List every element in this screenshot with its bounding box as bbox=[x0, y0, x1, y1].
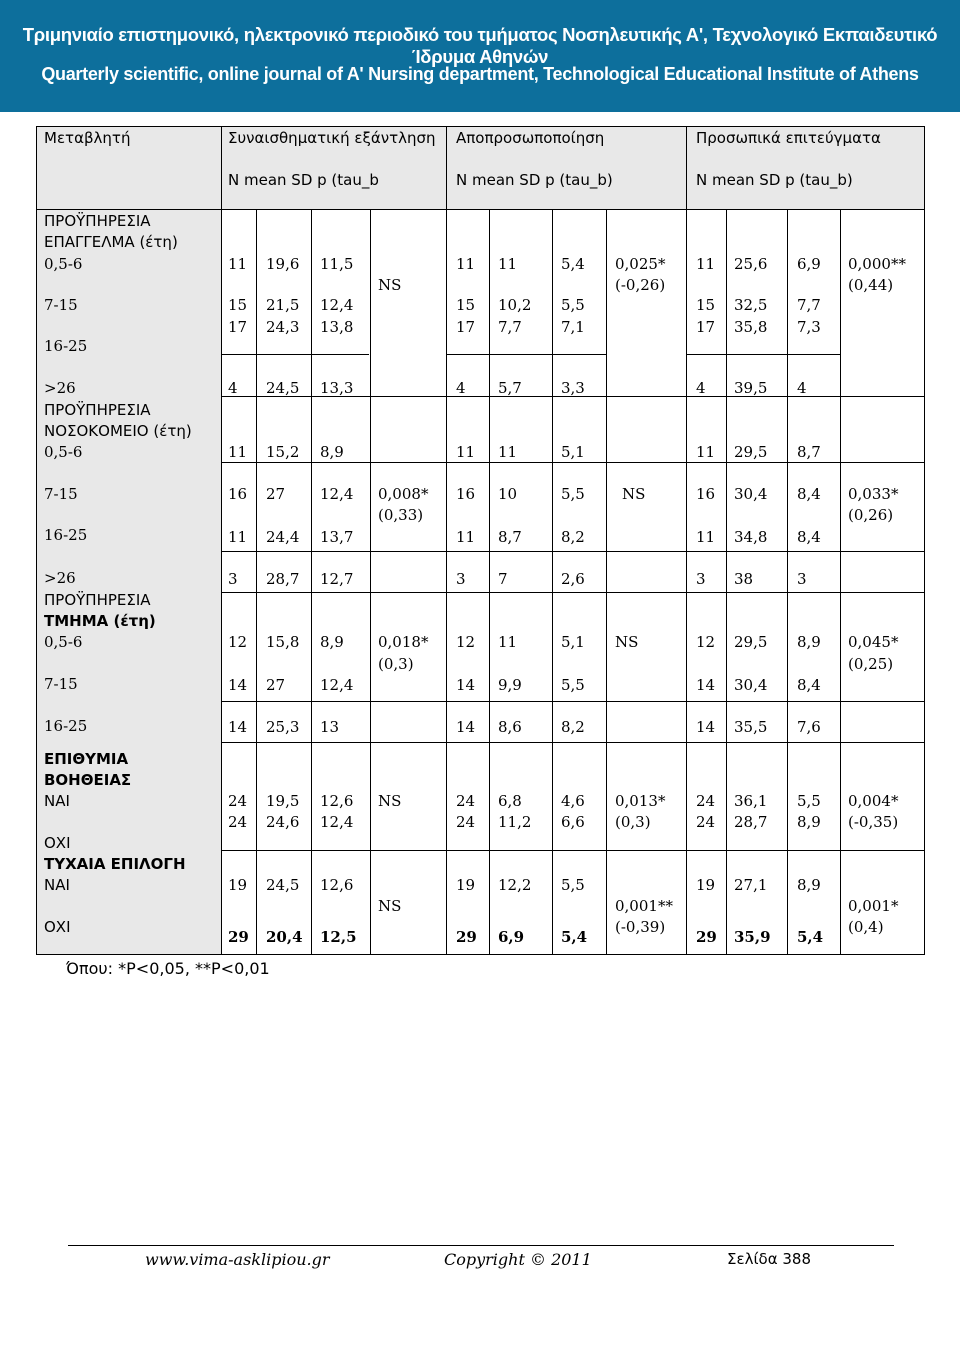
table-cell: ΟΧΙ bbox=[44, 834, 71, 852]
journal-title-greek: Τριμηνιαίο επιστημονικό, ηλεκτρονικό περιοδικό του τμήματος Νοσηλευτικής Α', Τεχνολογικό Εκπαιδευτικό Ίδρυμα Αθηνών bbox=[22, 24, 938, 67]
table-cell: 7,6 bbox=[797, 718, 821, 736]
row-divider bbox=[221, 701, 924, 702]
table-cell: 39,5 bbox=[734, 379, 768, 397]
significance-note: Όπου: *P<0,05, **P<0,01 bbox=[66, 959, 270, 978]
table-cell: (0,26) bbox=[848, 506, 894, 524]
table-cell: 3 bbox=[228, 570, 238, 588]
table-cell: 7,1 bbox=[561, 318, 585, 336]
row-divider bbox=[221, 742, 924, 743]
table-cell: 5,5 bbox=[561, 876, 585, 894]
table-cell: 14 bbox=[696, 676, 716, 694]
table-cell: 36,1 bbox=[734, 792, 768, 810]
table-cell: NS bbox=[378, 897, 402, 915]
table-cell: 28,7 bbox=[266, 570, 300, 588]
table-cell: ΝΑΙ bbox=[44, 792, 70, 810]
table-cell: 4 bbox=[456, 379, 466, 397]
table-cell: 25,3 bbox=[266, 718, 300, 736]
table-cell: 5,5 bbox=[561, 676, 585, 694]
table-cell: NS bbox=[378, 276, 402, 294]
footer-website[interactable]: www.vima-asklipiou.gr bbox=[145, 1250, 330, 1269]
table-cell: 4 bbox=[228, 379, 238, 397]
table-cell: 19,6 bbox=[266, 255, 300, 273]
table-cell: (0,3) bbox=[615, 813, 651, 831]
table-cell: 8,9 bbox=[797, 813, 821, 831]
table-cell: 11 bbox=[456, 255, 476, 273]
table-cell: 5,5 bbox=[561, 296, 585, 314]
table-cell: 24,6 bbox=[266, 813, 300, 831]
table-cell: 10,2 bbox=[498, 296, 532, 314]
table-cell: 8,9 bbox=[797, 633, 821, 651]
table-cell: 8,2 bbox=[561, 528, 585, 546]
grid-line bbox=[256, 209, 257, 955]
row-divider bbox=[221, 354, 369, 355]
table-cell: 11 bbox=[696, 443, 716, 461]
table-cell: 16 bbox=[228, 485, 248, 503]
table-cell: 17 bbox=[228, 318, 248, 336]
table-cell: ΕΠΑΓΓΕΛΜΑ (έτη) bbox=[44, 233, 178, 251]
table-cell: 29 bbox=[228, 928, 249, 946]
column-divider bbox=[686, 126, 687, 955]
table-cell: 27 bbox=[266, 676, 286, 694]
table-cell: 15 bbox=[228, 296, 248, 314]
table-cell: 2,6 bbox=[561, 570, 585, 588]
table-cell: 8,2 bbox=[561, 718, 585, 736]
table-cell: 11 bbox=[696, 255, 716, 273]
table-cell: 24,5 bbox=[266, 876, 300, 894]
table-cell: 5,4 bbox=[797, 928, 824, 946]
table-cell: 28,7 bbox=[734, 813, 768, 831]
column-divider bbox=[221, 126, 222, 955]
table-cell: 0,5-6 bbox=[44, 443, 83, 461]
table-cell: ΤΜΗΜΑ (έτη) bbox=[44, 612, 156, 630]
footer-page-number: Σελίδα 388 bbox=[727, 1250, 812, 1268]
table-cell: 8,9 bbox=[320, 633, 344, 651]
table-cell: 8,9 bbox=[797, 876, 821, 894]
table-cell: 11,2 bbox=[498, 813, 532, 831]
table-cell: 8,7 bbox=[498, 528, 522, 546]
table-cell: 13,8 bbox=[320, 318, 354, 336]
table-cell: ΒΟΗΘΕΙΑΣ bbox=[44, 771, 132, 789]
table-cell: 5,7 bbox=[498, 379, 522, 397]
table-cell: ΤΥΧΑΙΑ ΕΠΙΛΟΓΗ bbox=[44, 855, 186, 873]
table-cell: 0,5-6 bbox=[44, 633, 83, 651]
table-cell: 3 bbox=[797, 570, 807, 588]
table-cell: 19 bbox=[456, 876, 476, 894]
table-cell: 5,5 bbox=[561, 485, 585, 503]
table-cell: 0,001* bbox=[848, 897, 899, 915]
table-cell: >26 bbox=[44, 569, 76, 587]
table-cell: 8,4 bbox=[797, 485, 821, 503]
table-cell: 11 bbox=[228, 443, 248, 461]
table-cell: 13,7 bbox=[320, 528, 354, 546]
table-cell: 15,8 bbox=[266, 633, 300, 651]
table-cell: 7-15 bbox=[44, 675, 78, 693]
table-cell: 24 bbox=[696, 792, 716, 810]
table-cell: 4,6 bbox=[561, 792, 585, 810]
header-depersonalization: Αποπροσωποποίηση bbox=[456, 129, 605, 147]
table-cell: (0,4) bbox=[848, 918, 884, 936]
table-cell: (0,25) bbox=[848, 655, 894, 673]
grid-line bbox=[552, 209, 553, 955]
table-cell: 7 bbox=[498, 570, 508, 588]
table-cell: 11 bbox=[456, 443, 476, 461]
table-cell: 9,9 bbox=[498, 676, 522, 694]
table-cell: 25,6 bbox=[734, 255, 768, 273]
table-cell: 14 bbox=[456, 676, 476, 694]
table-cell: 24,5 bbox=[266, 379, 300, 397]
table-cell: 29 bbox=[456, 928, 477, 946]
table-cell: 35,5 bbox=[734, 718, 768, 736]
table-cell: (0,33) bbox=[378, 506, 424, 524]
table-cell: 20,4 bbox=[266, 928, 303, 946]
header-emotional-exhaustion: Συναισθηματική εξάντληση bbox=[228, 129, 436, 147]
table-cell: 0,033* bbox=[848, 485, 899, 503]
table-cell: 6,9 bbox=[498, 928, 525, 946]
table-cell: 16-25 bbox=[44, 717, 88, 735]
table-cell: 6,6 bbox=[561, 813, 585, 831]
footer-copyright: Copyright © 2011 bbox=[444, 1250, 592, 1269]
table-cell: 11 bbox=[696, 528, 716, 546]
table-cell: 12,4 bbox=[320, 296, 354, 314]
table-cell: 17 bbox=[456, 318, 476, 336]
table-cell: 11 bbox=[228, 528, 248, 546]
table-cell: 5,1 bbox=[561, 443, 585, 461]
table-cell: 14 bbox=[228, 676, 248, 694]
table-cell: 7,7 bbox=[498, 318, 522, 336]
table-cell: (0,44) bbox=[848, 276, 894, 294]
table-cell: 5,1 bbox=[561, 633, 585, 651]
table-cell: ΠΡΟΫΠΗΡΕΣΙΑ bbox=[44, 212, 151, 230]
table-cell: ΕΠΙΘΥΜΙΑ bbox=[44, 750, 129, 768]
footer-rule bbox=[68, 1245, 894, 1246]
table-cell: 27 bbox=[266, 485, 286, 503]
table-cell: 7,7 bbox=[797, 296, 821, 314]
table-cell: 0,5-6 bbox=[44, 255, 83, 273]
table-cell: 0,025* bbox=[615, 255, 666, 273]
table-cell: >26 bbox=[44, 379, 76, 397]
table-cell: 0,000** bbox=[848, 255, 906, 273]
table-cell: 8,4 bbox=[797, 676, 821, 694]
row-divider bbox=[446, 354, 606, 355]
table-cell: 12,7 bbox=[320, 570, 354, 588]
table-cell: 11 bbox=[228, 255, 248, 273]
header-divider bbox=[36, 209, 925, 210]
table-cell: 16-25 bbox=[44, 526, 88, 544]
table-cell: 38 bbox=[734, 570, 754, 588]
table-cell: 0,008* bbox=[378, 485, 429, 503]
table-cell: 15,2 bbox=[266, 443, 300, 461]
table-cell: (-0,39) bbox=[615, 918, 666, 936]
table-cell: 14 bbox=[456, 718, 476, 736]
header-variable: Μεταβλητή bbox=[44, 129, 131, 147]
table-cell: 7-15 bbox=[44, 296, 78, 314]
grid-line bbox=[840, 209, 841, 955]
table-cell: 12,2 bbox=[498, 876, 532, 894]
grid-line bbox=[489, 209, 490, 955]
table-cell: 16 bbox=[456, 485, 476, 503]
table-cell: 11 bbox=[498, 255, 518, 273]
table-cell: 12,4 bbox=[320, 485, 354, 503]
grid-line bbox=[311, 209, 312, 955]
table-cell: 11 bbox=[498, 443, 518, 461]
table-cell: NS bbox=[622, 485, 646, 503]
header-stats-3: N mean SD p (tau_b) bbox=[696, 171, 853, 189]
table-cell: 4 bbox=[797, 379, 807, 397]
grid-line bbox=[370, 209, 371, 955]
table-cell: 29,5 bbox=[734, 633, 768, 651]
table-cell: 24 bbox=[228, 792, 248, 810]
table-cell: 30,4 bbox=[734, 485, 768, 503]
table-cell: 10 bbox=[498, 485, 518, 503]
table-cell: 13,3 bbox=[320, 379, 354, 397]
row-divider bbox=[221, 592, 924, 593]
table-cell: 11 bbox=[456, 528, 476, 546]
table-cell: ΟΧΙ bbox=[44, 918, 71, 936]
table-cell: 0,013* bbox=[615, 792, 666, 810]
table-cell: 15 bbox=[696, 296, 716, 314]
grid-line bbox=[606, 209, 607, 955]
table-cell: 19 bbox=[696, 876, 716, 894]
grid-line bbox=[726, 209, 727, 955]
table-cell: 21,5 bbox=[266, 296, 300, 314]
table-cell: 16-25 bbox=[44, 337, 88, 355]
table-cell: 14 bbox=[696, 718, 716, 736]
grid-line bbox=[787, 209, 788, 955]
table-cell: ΠΡΟΫΠΗΡΕΣΙΑ bbox=[44, 591, 151, 609]
journal-banner bbox=[0, 0, 960, 112]
table-cell: 12,6 bbox=[320, 876, 354, 894]
table-cell: NS bbox=[378, 792, 402, 810]
table-cell: (-0,35) bbox=[848, 813, 899, 831]
table-cell: ΝΟΣΟΚΟΜΕΙΟ (έτη) bbox=[44, 422, 192, 440]
header-stats-2: N mean SD p (tau_b) bbox=[456, 171, 613, 189]
table-cell: ΠΡΟΫΠΗΡΕΣΙΑ bbox=[44, 401, 151, 419]
table-cell: 6,8 bbox=[498, 792, 522, 810]
table-cell: 32,5 bbox=[734, 296, 768, 314]
table-cell: 14 bbox=[228, 718, 248, 736]
row-divider bbox=[221, 551, 924, 552]
table-cell: 3,3 bbox=[561, 379, 585, 397]
table-cell: 19,5 bbox=[266, 792, 300, 810]
table-cell: (-0,26) bbox=[615, 276, 666, 294]
table-cell: 12,4 bbox=[320, 676, 354, 694]
row-divider bbox=[686, 354, 840, 355]
table-cell: 29 bbox=[696, 928, 717, 946]
table-cell: 7,3 bbox=[797, 318, 821, 336]
header-personal-accomplishment: Προσωπικά επιτεύγματα bbox=[696, 129, 881, 147]
table-cell: ΝΑΙ bbox=[44, 876, 70, 894]
table-cell: 16 bbox=[696, 485, 716, 503]
table-cell: 7-15 bbox=[44, 485, 78, 503]
table-cell: 17 bbox=[696, 318, 716, 336]
table-cell: 35,9 bbox=[734, 928, 771, 946]
header-stats-1: N mean SD p (tau_b bbox=[228, 171, 379, 189]
table-cell: 3 bbox=[696, 570, 706, 588]
table-cell: 0,045* bbox=[848, 633, 899, 651]
table-cell: 8,9 bbox=[320, 443, 344, 461]
table-cell: 12,6 bbox=[320, 792, 354, 810]
table-cell: 8,6 bbox=[498, 718, 522, 736]
table-cell: 0,004* bbox=[848, 792, 899, 810]
table-cell: 27,1 bbox=[734, 876, 768, 894]
table-cell: 24 bbox=[456, 813, 476, 831]
table-cell: 6,9 bbox=[797, 255, 821, 273]
table-cell: 12 bbox=[696, 633, 716, 651]
table-cell: 24 bbox=[228, 813, 248, 831]
table-cell: 29,5 bbox=[734, 443, 768, 461]
table-cell: 34,8 bbox=[734, 528, 768, 546]
table-cell: 12,5 bbox=[320, 928, 357, 946]
table-cell: 13 bbox=[320, 718, 340, 736]
table-cell: 24,3 bbox=[266, 318, 300, 336]
table-cell: 4 bbox=[696, 379, 706, 397]
table-cell: 5,4 bbox=[561, 255, 585, 273]
table-cell: 0,001** bbox=[615, 897, 673, 915]
table-cell: 35,8 bbox=[734, 318, 768, 336]
table-cell: 3 bbox=[456, 570, 466, 588]
table-cell: 5,5 bbox=[797, 792, 821, 810]
table-cell: 12 bbox=[456, 633, 476, 651]
table-cell: 8,7 bbox=[797, 443, 821, 461]
journal-title-english: Quarterly scientific, online journal of A' Nursing department, Technological Educational Institute of Athens bbox=[41, 64, 919, 84]
row-divider bbox=[221, 462, 924, 463]
table-cell: 24 bbox=[696, 813, 716, 831]
table-cell: 15 bbox=[456, 296, 476, 314]
column-divider bbox=[446, 126, 447, 955]
table-cell: 11 bbox=[498, 633, 518, 651]
table-cell: 12,4 bbox=[320, 813, 354, 831]
table-cell: 11,5 bbox=[320, 255, 354, 273]
table-cell: (0,3) bbox=[378, 655, 414, 673]
table-cell: 24 bbox=[456, 792, 476, 810]
table-cell: 24,4 bbox=[266, 528, 300, 546]
table-cell: 0,018* bbox=[378, 633, 429, 651]
table-cell: 8,4 bbox=[797, 528, 821, 546]
table-cell: NS bbox=[615, 633, 639, 651]
table-cell: 19 bbox=[228, 876, 248, 894]
table-cell: 12 bbox=[228, 633, 248, 651]
row-divider bbox=[221, 850, 924, 851]
table-cell: 30,4 bbox=[734, 676, 768, 694]
table-cell: 5,4 bbox=[561, 928, 588, 946]
